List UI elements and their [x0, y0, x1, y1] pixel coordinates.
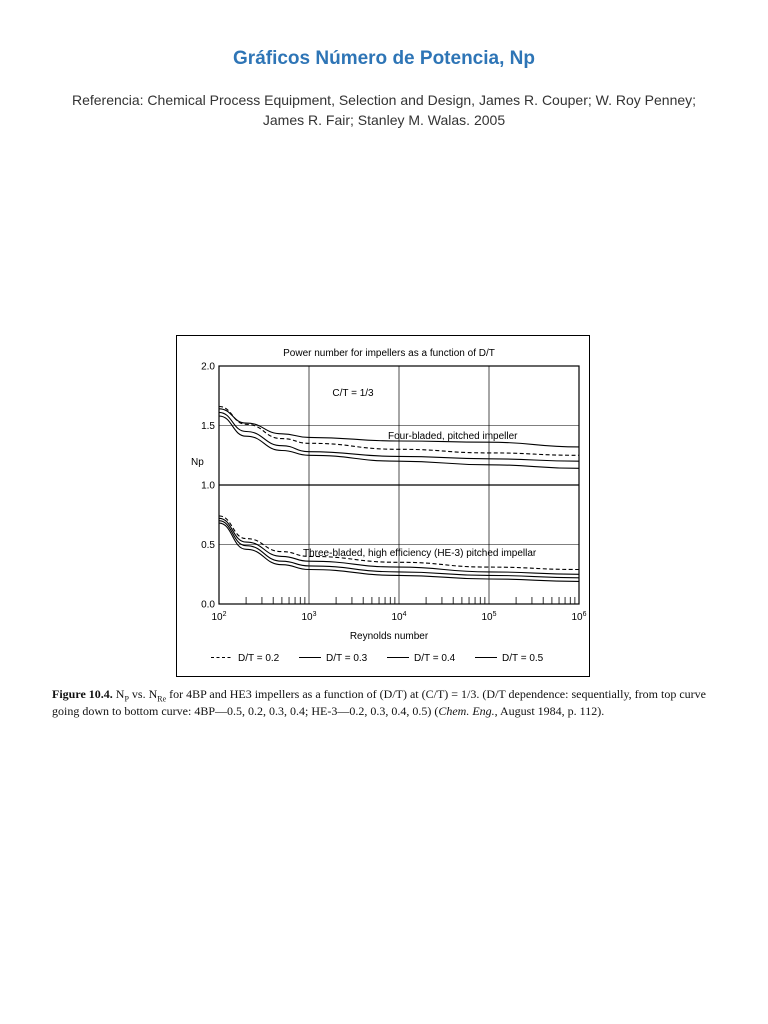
x-tick-label: $10^3$ [301, 611, 317, 623]
y-tick-label: 1.5 [201, 421, 215, 432]
caption-re-sub: Re [157, 694, 167, 704]
caption-label: Figure 10.4. [52, 687, 113, 701]
x-tick-label: $10^4$ [391, 611, 407, 623]
caption-source-rest: , August 1984, p. 112). [494, 704, 605, 719]
y-tick-label: 0.0 [201, 599, 215, 611]
y-tick-label: 2.0 [201, 361, 215, 373]
caption-source: Chem. Eng. [438, 704, 495, 719]
caption-body: for 4BP and HE3 impellers as a function of (D/T) at (C/T) = 1/3. (D/T dependence: sequentially, from top curve going down to bottom curve: 4BP—0.5, 0.2, 0.3, 0.4; HE-3—0.2, 0.3, 0.4, 0.5) ( [52, 687, 706, 719]
caption-np: N [115, 687, 125, 701]
annotation-four-bladed: Four-bladed, pitched impeller [388, 431, 518, 442]
legend-label: D/T = 0.4 [414, 653, 456, 664]
x-tick-label: $10^5$ [481, 611, 497, 623]
condition-label: C/T = 1/3 [332, 388, 374, 399]
x-tick-label: $10^6$ [571, 611, 587, 623]
figure-caption [52, 688, 722, 718]
annotation-three-bladed: Three-bladed, high efficiency (HE-3) pitched impellar [303, 548, 537, 559]
page-title: Gráficos Número de Potencia, Np [233, 48, 535, 69]
reference-text: Referencia: Chemical Process Equipment, Selection and Design, James R. Couper; W. Roy Penney; James R. Fair; Stanley M. Walas. 2005 [71, 92, 697, 128]
legend-label: D/T = 0.5 [502, 653, 544, 664]
legend-label: D/T = 0.3 [326, 653, 368, 664]
y-tick-label: 1.0 [201, 480, 215, 492]
x-axis-label: Reynolds number [349, 631, 429, 642]
y-tick-label: 0.5 [201, 540, 215, 551]
chart-title: Power number for impellers as a function of D/T [283, 348, 495, 359]
y-axis-label: Np [191, 457, 204, 468]
caption-vs: vs. N [128, 687, 158, 701]
caption-np-sub: P [124, 694, 129, 704]
legend-label: D/T = 0.2 [238, 653, 280, 664]
x-tick-label: $10^2$ [211, 611, 227, 623]
figure-frame [176, 335, 590, 677]
power-number-chart [177, 336, 589, 676]
